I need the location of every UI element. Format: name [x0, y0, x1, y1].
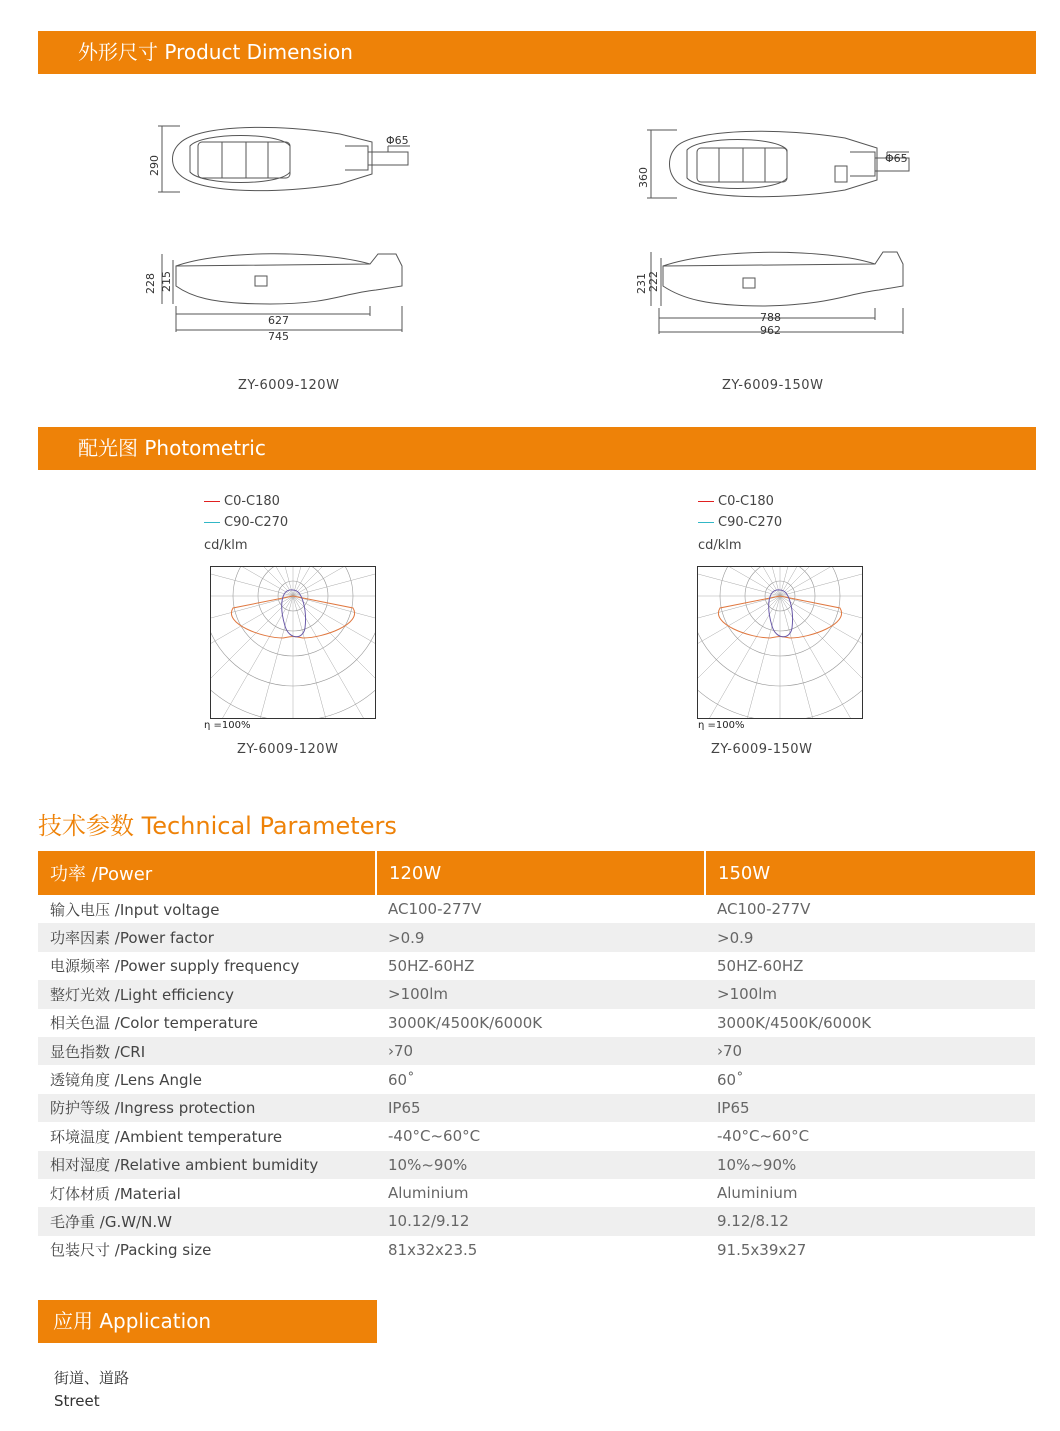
param-value-150w: ›70 [705, 1037, 1035, 1065]
section-header-photometric [38, 427, 1036, 470]
param-name: 整灯光效 /Light efficiency [38, 980, 376, 1008]
param-value-120w: >100lm [376, 980, 705, 1008]
param-value-150w: AC100-277V [717, 900, 811, 919]
legend-item-c90: C90-C270 [698, 512, 782, 533]
table-row [38, 1094, 1035, 1122]
param-value-150w: IP65 [705, 1094, 1035, 1122]
photometric-caption-120w: ZY-6009-120W [237, 742, 339, 757]
dim-len-inner: 627 [268, 314, 289, 327]
application-text-en: Street [54, 1392, 100, 1410]
param-value-120w: 50HZ-60HZ [388, 956, 475, 975]
param-value-120w: 10%~90% [376, 1151, 705, 1179]
param-value-120w: IP65 [376, 1094, 705, 1122]
param-name: 透镜角度 /Lens Angle [50, 1071, 202, 1090]
section-header-application [38, 1300, 377, 1343]
param-value-150w: -40°C~60°C [717, 1127, 810, 1146]
param-value-120w: -40°C~60°C [388, 1127, 481, 1146]
dim-pipe: Φ65 [885, 152, 908, 165]
param-value-120w: AC100-277V [388, 900, 482, 919]
param-value-150w: 3000K/4500K/6000K [717, 1013, 872, 1032]
dim-pipe: Φ65 [386, 134, 409, 147]
dim-len-outer: 962 [760, 324, 781, 337]
param-value-120w: 60˚ [388, 1070, 415, 1089]
header-cell-120w: 120W [376, 851, 705, 895]
header-cell-150w: 150W [705, 851, 1035, 895]
param-value-120w: ›70 [376, 1037, 705, 1065]
param-value-120w: 10.12/9.12 [376, 1207, 705, 1235]
param-value-150w: >100lm [705, 980, 1035, 1008]
table-row [38, 1122, 1035, 1150]
param-name: 显色指数 /CRI [38, 1037, 376, 1065]
section-title-dimension: 外形尺寸 Product Dimension [78, 40, 353, 64]
param-value-150w: >0.9 [705, 923, 1035, 951]
dim-top-height: 290 [148, 155, 161, 176]
param-name: 防护等级 /Ingress protection [38, 1094, 376, 1122]
efficiency-label-120w: η =100% [204, 720, 251, 731]
header-cell-power: 功率 /Power [38, 851, 376, 895]
section-title-application: 应用 Application [53, 1309, 212, 1333]
table-row [38, 1207, 1035, 1235]
photometric-units-120w: cd/klm [204, 538, 248, 553]
param-name: 灯体材质 /Material [50, 1184, 181, 1203]
param-value-150w: 9.12/8.12 [705, 1207, 1035, 1235]
param-value-120w: 81x32x23.5 [388, 1240, 478, 1259]
dim-side-h1: 231 [635, 273, 648, 294]
param-value-150w: 50HZ-60HZ [717, 956, 804, 975]
table-row [38, 980, 1035, 1008]
technical-parameters-table [38, 851, 1035, 1264]
param-name: 相关色温 /Color temperature [50, 1014, 259, 1033]
table-header-row [38, 851, 1035, 895]
dimension-drawing-150w [635, 122, 925, 352]
photometric-caption-150w: ZY-6009-150W [711, 742, 813, 757]
dim-top-height: 360 [637, 167, 650, 188]
section-header-dimension [38, 31, 1036, 74]
polar-diagram-120w [210, 566, 376, 719]
table-row [38, 1009, 1035, 1037]
table-row [38, 952, 1035, 980]
param-value-120w: Aluminium [388, 1184, 469, 1203]
photometric-legend-120w [204, 491, 288, 533]
param-name: 相对湿度 /Relative ambient bumidity [38, 1151, 376, 1179]
table-row [38, 895, 1035, 923]
table-row [38, 1179, 1035, 1207]
legend-swatch-cyan [698, 522, 714, 523]
dimension-drawing-120w [140, 118, 430, 348]
param-name: 包装尺寸 /Packing size [50, 1241, 212, 1260]
polar-diagram-150w [697, 566, 863, 719]
legend-item-c0: C0-C180 [698, 491, 782, 512]
param-value-150w: Aluminium [717, 1184, 798, 1203]
photometric-legend-150w [698, 491, 782, 533]
param-name: 环境温度 /Ambient temperature [50, 1127, 283, 1146]
dim-side-h2: 222 [647, 271, 660, 292]
legend-item-c0: C0-C180 [204, 491, 288, 512]
model-caption-120w: ZY-6009-120W [238, 378, 340, 393]
photometric-units-150w: cd/klm [698, 538, 742, 553]
param-name: 功率因素 /Power factor [38, 923, 376, 951]
param-value-150w: 91.5x39x27 [717, 1240, 807, 1259]
param-value-150w: 60˚ [717, 1070, 744, 1089]
table-row [38, 1236, 1035, 1264]
legend-swatch-red [204, 501, 220, 502]
param-value-120w: 3000K/4500K/6000K [388, 1013, 543, 1032]
param-name: 电源频率 /Power supply frequency [50, 957, 300, 976]
model-caption-150w: ZY-6009-150W [722, 378, 824, 393]
table-row [38, 923, 1035, 951]
legend-swatch-red [698, 501, 714, 502]
param-name: 输入电压 /Input voltage [50, 900, 220, 919]
table-row [38, 1037, 1035, 1065]
legend-item-c90: C90-C270 [204, 512, 288, 533]
dim-side-h2: 215 [160, 271, 173, 292]
param-name: 毛净重 /G.W/N.W [38, 1207, 376, 1235]
table-row [38, 1065, 1035, 1093]
param-value-120w: >0.9 [376, 923, 705, 951]
dim-len-outer: 745 [268, 330, 289, 343]
dim-side-h1: 228 [144, 273, 157, 294]
section-title-technical: 技术参数 Technical Parameters [38, 812, 397, 840]
application-text-cn: 街道、道路 [54, 1369, 130, 1387]
legend-swatch-cyan [204, 522, 220, 523]
efficiency-label-150w: η =100% [698, 720, 745, 731]
section-title-photometric: 配光图 Photometric [78, 436, 266, 460]
param-value-150w: 10%~90% [705, 1151, 1035, 1179]
dim-len-inner: 788 [760, 311, 781, 324]
table-row [38, 1151, 1035, 1179]
